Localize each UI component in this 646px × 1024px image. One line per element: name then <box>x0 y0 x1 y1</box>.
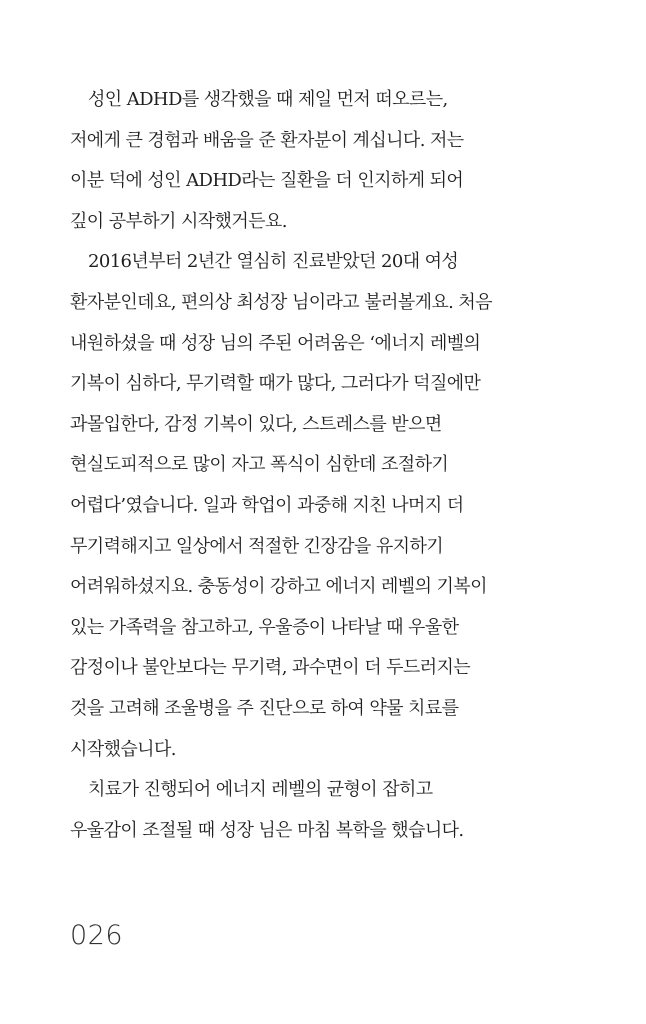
page-number: 026 <box>70 920 124 951</box>
paragraph-1-line-3: 이분 덕에 성인 ADHD라는 질환을 더 인지하게 되어 <box>70 170 464 192</box>
paragraph-3-line-1: 치료가 진행되어 에너지 레벨의 균형이 잡히고 <box>88 779 433 801</box>
paragraph-2-line-4: 기복이 심하다, 무기력할 때가 많다, 그러다가 덕질에만 <box>70 373 481 395</box>
paragraph-2-line-11: 감정이나 불안보다는 무기력, 과수면이 더 두드러지는 <box>70 657 471 679</box>
paragraph-2-line-5: 과몰입한다, 감정 기복이 있다, 스트레스를 받으면 <box>70 413 442 435</box>
paragraph-2-line-7: 어렵다’였습니다. 일과 학업이 과중해 지친 나머지 더 <box>70 494 464 516</box>
body-text <box>70 80 590 851</box>
paragraph-2-line-6: 현실도피적으로 많이 자고 폭식이 심한데 조절하기 <box>70 454 449 476</box>
paragraph-2-line-1: 2016년부터 2년간 열심히 진료받았던 20대 여성 <box>88 251 459 273</box>
paragraph-2-line-12: 것을 고려해 조울병을 주 진단으로 하여 약물 치료를 <box>70 697 459 719</box>
paragraph-3-line-2: 우울감이 조절될 때 성장 님은 마침 복학을 했습니다. <box>70 819 464 841</box>
paragraph-2-line-2: 환자분인데요, 편의상 최성장 님이라고 불러볼게요. 처음 <box>70 291 492 313</box>
paragraph-2-line-13: 시작했습니다. <box>70 738 176 760</box>
paragraph-2-line-3: 내원하셨을 때 성장 님의 주된 어려움은 ‘에너지 레벨의 <box>70 332 481 354</box>
paragraph-2-line-9: 어려워하셨지요. 충동성이 강하고 에너지 레벨의 기복이 <box>70 576 487 598</box>
paragraph-1-line-4: 깊이 공부하기 시작했거든요. <box>70 210 287 232</box>
paragraph-2-line-10: 있는 가족력을 참고하고, 우울증이 나타날 때 우울한 <box>70 616 459 638</box>
paragraph-2-line-8: 무기력해지고 일상에서 적절한 긴장감을 유지하기 <box>70 535 444 557</box>
paragraph-1-line-1: 성인 ADHD를 생각했을 때 제일 먼저 떠오르는, <box>88 89 448 110</box>
paragraph-1-line-2: 저에게 큰 경험과 배움을 준 환자분이 계십니다. 저는 <box>70 129 464 151</box>
